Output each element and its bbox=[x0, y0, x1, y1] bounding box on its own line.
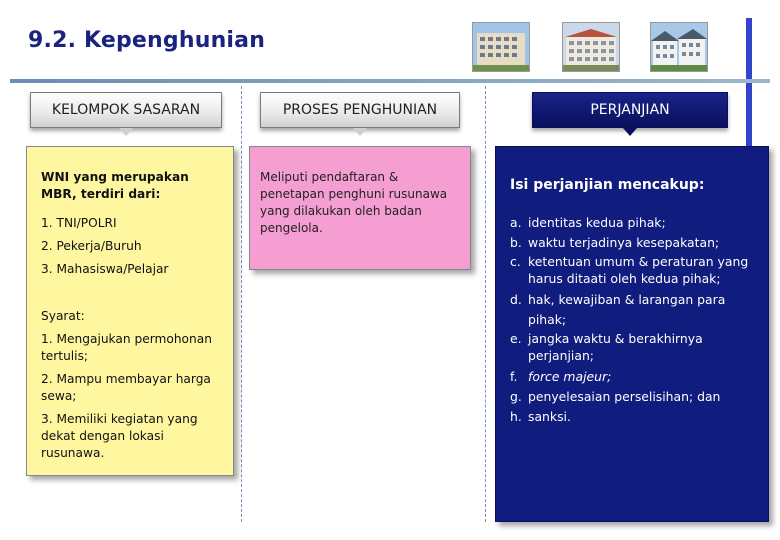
syarat-item: 3. Memiliki kegiatan yang dekat dengan lokasi rusunawa. bbox=[41, 412, 198, 460]
proses-text: Meliputi pendaftaran & penetapan penghuni rusunawa yang dilakukan oleh badan pengelola. bbox=[260, 170, 448, 235]
slide-title: 9.2. Kepenghunian bbox=[28, 28, 266, 53]
apartment-photo-1 bbox=[472, 22, 530, 72]
proses-penghunian-box bbox=[249, 146, 471, 270]
header-proses-penghunian: PROSES PENGHUNIAN bbox=[260, 92, 460, 128]
accent-bar bbox=[746, 18, 752, 156]
list-item: d. hak, kewajiban & larangan para pihak; bbox=[510, 292, 726, 327]
list-item: e. jangka waktu & berakhirnya perjanjian; bbox=[510, 331, 703, 363]
perjanjian-lead: Isi perjanjian mencakup: bbox=[510, 177, 705, 193]
list-item: c. ketentuan umum & peraturan yang harus ditaati oleh kedua pihak; bbox=[510, 254, 749, 286]
title-underline bbox=[10, 79, 770, 83]
column-divider bbox=[241, 86, 242, 522]
apartment-photo-2 bbox=[562, 22, 620, 72]
syarat-item: 1. Mengajukan permohonan tertulis; bbox=[41, 332, 212, 363]
list-item: h. sanksi. bbox=[510, 409, 571, 424]
perjanjian-list bbox=[510, 213, 758, 427]
list-item: g. penyelesaian perselisihan; dan bbox=[510, 389, 721, 404]
syarat-item: 2. Mampu membayar harga sewa; bbox=[41, 372, 211, 403]
header-kelompok-sasaran: KELOMPOK SASARAN bbox=[30, 92, 222, 128]
kelompok-item: 2. Pekerja/Buruh bbox=[41, 239, 142, 253]
perjanjian-box bbox=[495, 146, 769, 522]
kelompok-sasaran-box bbox=[26, 146, 234, 476]
kelompok-intro: WNI yang merupakan MBR, terdiri dari: bbox=[41, 170, 189, 201]
kelompok-item: 1. TNI/POLRI bbox=[41, 216, 117, 230]
column-divider bbox=[485, 86, 486, 522]
list-item: b. waktu terjadinya kesepakatan; bbox=[510, 235, 720, 250]
kelompok-item: 3. Mahasiswa/Pelajar bbox=[41, 262, 169, 276]
list-item: f. force majeur; bbox=[510, 369, 612, 384]
apartment-photo-3 bbox=[650, 22, 708, 72]
header-perjanjian: PERJANJIAN bbox=[532, 92, 728, 128]
list-item: a. identitas kedua pihak; bbox=[510, 215, 666, 230]
syarat-label: Syarat: bbox=[41, 309, 85, 323]
